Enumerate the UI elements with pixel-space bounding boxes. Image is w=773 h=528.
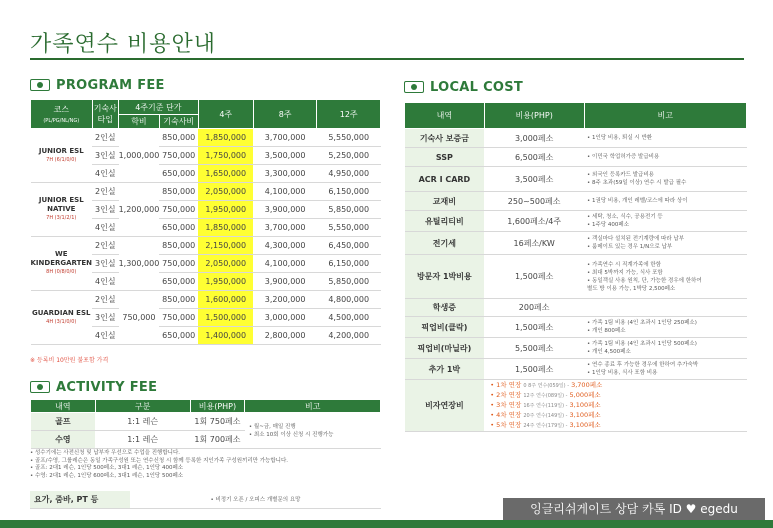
visa-cost: 3,100페소 <box>569 410 601 419</box>
price-12w: 4,950,000 <box>317 165 381 183</box>
local-cost: 1,500페소 <box>484 255 584 299</box>
act-type: 1:1 레슨 <box>95 431 190 449</box>
program-fee-row <box>31 183 381 201</box>
local-remark <box>584 299 746 317</box>
act-col-item: 내역 <box>31 400 96 413</box>
price-4w: 1,950,000 <box>198 201 253 219</box>
local-cost: 1,500페소 <box>484 359 584 380</box>
activity-notes <box>30 450 380 480</box>
activity-note: • 골프/수영, 그룹레슨은 동일 가족구성원 또는 연수신청 시 함께 등록한 지인가족 구성원끼리만 가능합니다. <box>30 457 289 464</box>
price-4w: 1,650,000 <box>198 165 253 183</box>
price-12w: 6,150,000 <box>317 183 381 201</box>
local-col-remark: 비고 <box>584 103 746 129</box>
local-cost-heading <box>404 80 523 95</box>
col-tuition: 학비 <box>119 115 160 129</box>
col-dorm: 기숙사 타입 <box>92 100 119 129</box>
activity-fee-heading <box>30 380 157 395</box>
dorm-fee: 750,000 <box>159 255 198 273</box>
dorm-type: 3인실 <box>92 255 119 273</box>
price-4w: 2,050,000 <box>198 255 253 273</box>
page-title: 가족연수 비용안내 <box>30 32 217 57</box>
dorm-type: 2인실 <box>92 129 119 147</box>
dorm-type: 3인실 <box>92 147 119 165</box>
act-remark: • 월~금, 매일 진행 • 최소 10회 이상 신청 시 진행가능 <box>245 413 381 449</box>
local-cost: 3,000페소 <box>484 129 584 148</box>
price-12w: 5,550,000 <box>317 129 381 147</box>
dorm-type: 4인실 <box>92 165 119 183</box>
price-8w: 3,900,000 <box>253 201 317 219</box>
col-course: 코스 (PL/PG/NL/NG) <box>31 100 93 129</box>
program-fee-heading-text: PROGRAM FEE <box>56 78 165 93</box>
visa-step: • 3차 연장 <box>490 400 522 409</box>
course-name <box>31 183 93 237</box>
local-cost: 16페소/KW <box>484 232 584 255</box>
dorm-fee: 750,000 <box>159 147 198 165</box>
price-4w: 1,850,000 <box>198 129 253 147</box>
visa-period: 20주 연수(149일) - <box>523 412 568 419</box>
visa-extension-line <box>490 381 746 391</box>
local-remark: • 1권당 비용, 개인 레벨/코스에 따라 상이 <box>584 192 746 211</box>
money-icon <box>30 79 50 91</box>
dorm-fee: 650,000 <box>159 327 198 345</box>
col-weekly: 4주기준 단가 <box>119 100 199 115</box>
local-cost: 200페소 <box>484 299 584 317</box>
price-4w: 1,950,000 <box>198 273 253 291</box>
price-4w: 2,050,000 <box>198 183 253 201</box>
program-fee-note: ※ 등록비 10만원 불포함 가격 <box>30 357 109 364</box>
kakao-banner-text: 잉글리쉬게이트 상담 카톡 ID ♥ egedu <box>530 502 738 516</box>
act-type: 1:1 레슨 <box>95 413 190 431</box>
program-fee-row <box>31 291 381 309</box>
course-title: JUNIOR ESL <box>38 146 84 155</box>
local-remark: • 가족 1팀 비용 (4인 초과시 1인당 250페소) • 개인 800페소 <box>584 317 746 338</box>
dorm-fee: 850,000 <box>159 183 198 201</box>
local-cost: 5,500페소 <box>484 338 584 359</box>
act-col-cost: 비용(PHP) <box>190 400 245 413</box>
tuition-value: 1,200,000 <box>119 183 160 237</box>
local-item: 유틸리티비 <box>405 211 485 232</box>
act-col-type: 구분 <box>95 400 190 413</box>
extra-label: 요가, 줌바, PT 등 <box>30 491 130 509</box>
money-icon <box>30 381 50 393</box>
local-remark: • 연수 종료 후 가능한 경우에 한하여 추가숙박 • 1인당 비용, 식사 포함 비용 <box>584 359 746 380</box>
local-item: 교재비 <box>405 192 485 211</box>
course-name <box>31 291 93 345</box>
program-fee-table <box>30 99 381 345</box>
price-12w: 4,800,000 <box>317 291 381 309</box>
activity-note: • 수영: 2대1 레슨, 1인당 600페소, 3대1 레슨, 1인당 500페소 <box>30 472 184 479</box>
price-4w: 1,400,000 <box>198 327 253 345</box>
local-cost-row <box>405 317 747 338</box>
price-4w: 1,500,000 <box>198 309 253 327</box>
local-item: SSP <box>405 148 485 167</box>
local-item: 학생증 <box>405 299 485 317</box>
local-cost: 1,500페소 <box>484 317 584 338</box>
local-cost-row <box>405 211 747 232</box>
program-fee-row <box>31 237 381 255</box>
extra-remark: • 비정기 오픈 / 오피스 개별문의 요망 <box>130 491 381 509</box>
activity-note: • 골프: 2대1 레슨, 1인당 500페소, 3대1 레슨, 1인당 400페소 <box>30 465 184 471</box>
act-item: 수영 <box>31 431 96 449</box>
local-item: 기숙사 보증금 <box>405 129 485 148</box>
price-12w: 5,850,000 <box>317 273 381 291</box>
dorm-fee: 650,000 <box>159 273 198 291</box>
visa-extension-line <box>490 411 746 421</box>
course-hours: 8H (0/8/0/0) <box>46 269 77 275</box>
local-cost-row <box>405 232 747 255</box>
dorm-type: 3인실 <box>92 309 119 327</box>
dorm-fee: 750,000 <box>159 309 198 327</box>
local-remark: • 외국인 등록카드 발급비용 • 8주 초과(59일 이상) 연수 시 발급 필수 <box>584 167 746 192</box>
visa-step: • 5차 연장 <box>490 420 522 429</box>
visa-cost: 3,700페소 <box>571 380 603 389</box>
col-4w: 4주 <box>198 100 253 129</box>
local-item: 전기세 <box>405 232 485 255</box>
visa-extension-line <box>490 391 746 401</box>
price-8w: 2,800,000 <box>253 327 317 345</box>
dorm-type: 3인실 <box>92 201 119 219</box>
local-cost-row <box>405 255 747 299</box>
price-12w: 6,150,000 <box>317 255 381 273</box>
tuition-value: 1,300,000 <box>119 237 160 291</box>
tuition-value: 750,000 <box>119 291 160 345</box>
price-8w: 3,000,000 <box>253 309 317 327</box>
col-8w: 8주 <box>253 100 317 129</box>
visa-period: 16주 연수(119일) - <box>523 402 568 409</box>
title-divider <box>30 58 744 60</box>
money-icon <box>404 81 424 93</box>
local-item: 픽업비(클락) <box>405 317 485 338</box>
local-remark: • 이민국 학업허가증 발급비용 <box>584 148 746 167</box>
program-fee-row <box>31 129 381 147</box>
visa-step: • 2차 연장 <box>490 390 522 399</box>
local-cost-row <box>405 129 747 148</box>
local-col-item: 내역 <box>405 103 485 129</box>
local-cost-row <box>405 380 747 432</box>
visa-cost: 3,100페소 <box>569 420 601 429</box>
course-name <box>31 237 93 291</box>
local-item: ACR I CARD <box>405 167 485 192</box>
activity-note: • 성수기에는 사전신청 및 납부자 우선으로 수업을 진행합니다. <box>30 450 181 456</box>
local-item: 추가 1박 <box>405 359 485 380</box>
course-title: WE KINDERGARTEN <box>30 250 93 267</box>
visa-period: 12주 연수(089일) - <box>523 392 568 399</box>
local-cost-table <box>404 102 747 432</box>
visa-step: • 1차 연장 <box>490 380 522 389</box>
price-12w: 5,250,000 <box>317 147 381 165</box>
price-12w: 6,450,000 <box>317 237 381 255</box>
dorm-fee: 750,000 <box>159 201 198 219</box>
course-hours: 7H (6/1/0/0) <box>46 156 77 163</box>
dorm-type: 2인실 <box>92 237 119 255</box>
local-cost-heading-text: LOCAL COST <box>430 80 524 95</box>
price-4w: 1,600,000 <box>198 291 253 309</box>
price-8w: 4,300,000 <box>253 237 317 255</box>
tuition-value: 1,000,000 <box>119 129 160 183</box>
visa-period: 24주 연수(179일) - <box>523 422 568 429</box>
local-col-cost: 비용(PHP) <box>484 103 584 129</box>
local-cost: 3,500페소 <box>484 167 584 192</box>
price-12w: 4,200,000 <box>317 327 381 345</box>
activity-fee-heading-text: ACTIVITY FEE <box>56 380 158 395</box>
bottom-bar <box>0 520 773 528</box>
dorm-type: 4인실 <box>92 327 119 345</box>
course-title: GUARDIAN ESL <box>32 308 91 317</box>
activity-extra-table <box>30 491 381 509</box>
local-cost: 250~500페소 <box>484 192 584 211</box>
dorm-type: 4인실 <box>92 219 119 237</box>
local-item: 방문자 1박비용 <box>405 255 485 299</box>
visa-extension-line <box>490 401 746 411</box>
local-cost: 6,500페소 <box>484 148 584 167</box>
price-8w: 3,700,000 <box>253 129 317 147</box>
local-item: 비자연장비 <box>405 380 485 432</box>
visa-step: • 4차 연장 <box>490 410 522 419</box>
act-col-remark: 비고 <box>245 400 381 413</box>
dorm-fee: 850,000 <box>159 291 198 309</box>
price-4w: 1,750,000 <box>198 147 253 165</box>
local-cost-row <box>405 299 747 317</box>
dorm-type: 4인실 <box>92 273 119 291</box>
act-cost: 1회 750페소 <box>190 413 245 431</box>
dorm-fee: 650,000 <box>159 165 198 183</box>
price-8w: 3,700,000 <box>253 219 317 237</box>
local-remark: • 객실마다 설치된 전기계량에 따라 납부 • 룸메이트 있는 경우 1/N으로 납부 <box>584 232 746 255</box>
col-dormfee: 기숙사비 <box>159 115 198 129</box>
act-cost: 1회 700페소 <box>190 431 245 449</box>
visa-period: 0 8주 연수(059일) - <box>523 382 570 389</box>
local-cost-row <box>405 338 747 359</box>
local-cost-row <box>405 359 747 380</box>
visa-cost: 5,000페소 <box>569 390 601 399</box>
price-12w: 5,550,000 <box>317 219 381 237</box>
dorm-fee: 850,000 <box>159 237 198 255</box>
local-remark: • 가족연수 시 직계가족에 한함 • 최대 5박까지 가능, 식사 포함 • 동일객실 사용 원칙, 단, 가능한 경우에 한하여 별도 방 이용 가능, 1박당 2,500페소 <box>584 255 746 299</box>
price-12w: 5,850,000 <box>317 201 381 219</box>
local-remark: • 가족 1팀 비용 (4인 초과시 1인당 500페소) • 개인 4,500페소 <box>584 338 746 359</box>
price-8w: 3,500,000 <box>253 147 317 165</box>
price-4w: 1,850,000 <box>198 219 253 237</box>
price-8w: 3,300,000 <box>253 165 317 183</box>
kakao-banner[interactable] <box>503 498 765 520</box>
course-name <box>31 129 93 183</box>
course-title: JUNIOR ESL NATIVE <box>38 196 84 213</box>
visa-cost: 3,100페소 <box>569 400 601 409</box>
local-cost: 1,600페소/4주 <box>484 211 584 232</box>
visa-extension-list <box>484 380 746 432</box>
local-item: 픽업비(마닐라) <box>405 338 485 359</box>
activity-fee-table <box>30 399 381 449</box>
price-8w: 3,200,000 <box>253 291 317 309</box>
act-item: 골프 <box>31 413 96 431</box>
dorm-fee: 850,000 <box>159 129 198 147</box>
course-hours: 4H (3/1/0/0) <box>46 318 77 325</box>
dorm-type: 2인실 <box>92 291 119 309</box>
price-4w: 2,150,000 <box>198 237 253 255</box>
price-8w: 4,100,000 <box>253 183 317 201</box>
local-cost-row <box>405 192 747 211</box>
price-12w: 4,500,000 <box>317 309 381 327</box>
dorm-type: 2인실 <box>92 183 119 201</box>
local-remark: • 세탁, 청소, 식수, 공용전기 등 • 1주당 400페소 <box>584 211 746 232</box>
local-cost-row <box>405 167 747 192</box>
price-8w: 3,900,000 <box>253 273 317 291</box>
visa-extension-line <box>490 421 746 431</box>
course-hours: 7H (3/1/2/1) <box>46 215 77 221</box>
col-12w: 12주 <box>317 100 381 129</box>
dorm-fee: 650,000 <box>159 219 198 237</box>
local-remark: • 1인당 비용, 퇴실 시 반환 <box>584 129 746 148</box>
program-fee-heading <box>30 78 165 93</box>
price-8w: 4,100,000 <box>253 255 317 273</box>
local-cost-row <box>405 148 747 167</box>
